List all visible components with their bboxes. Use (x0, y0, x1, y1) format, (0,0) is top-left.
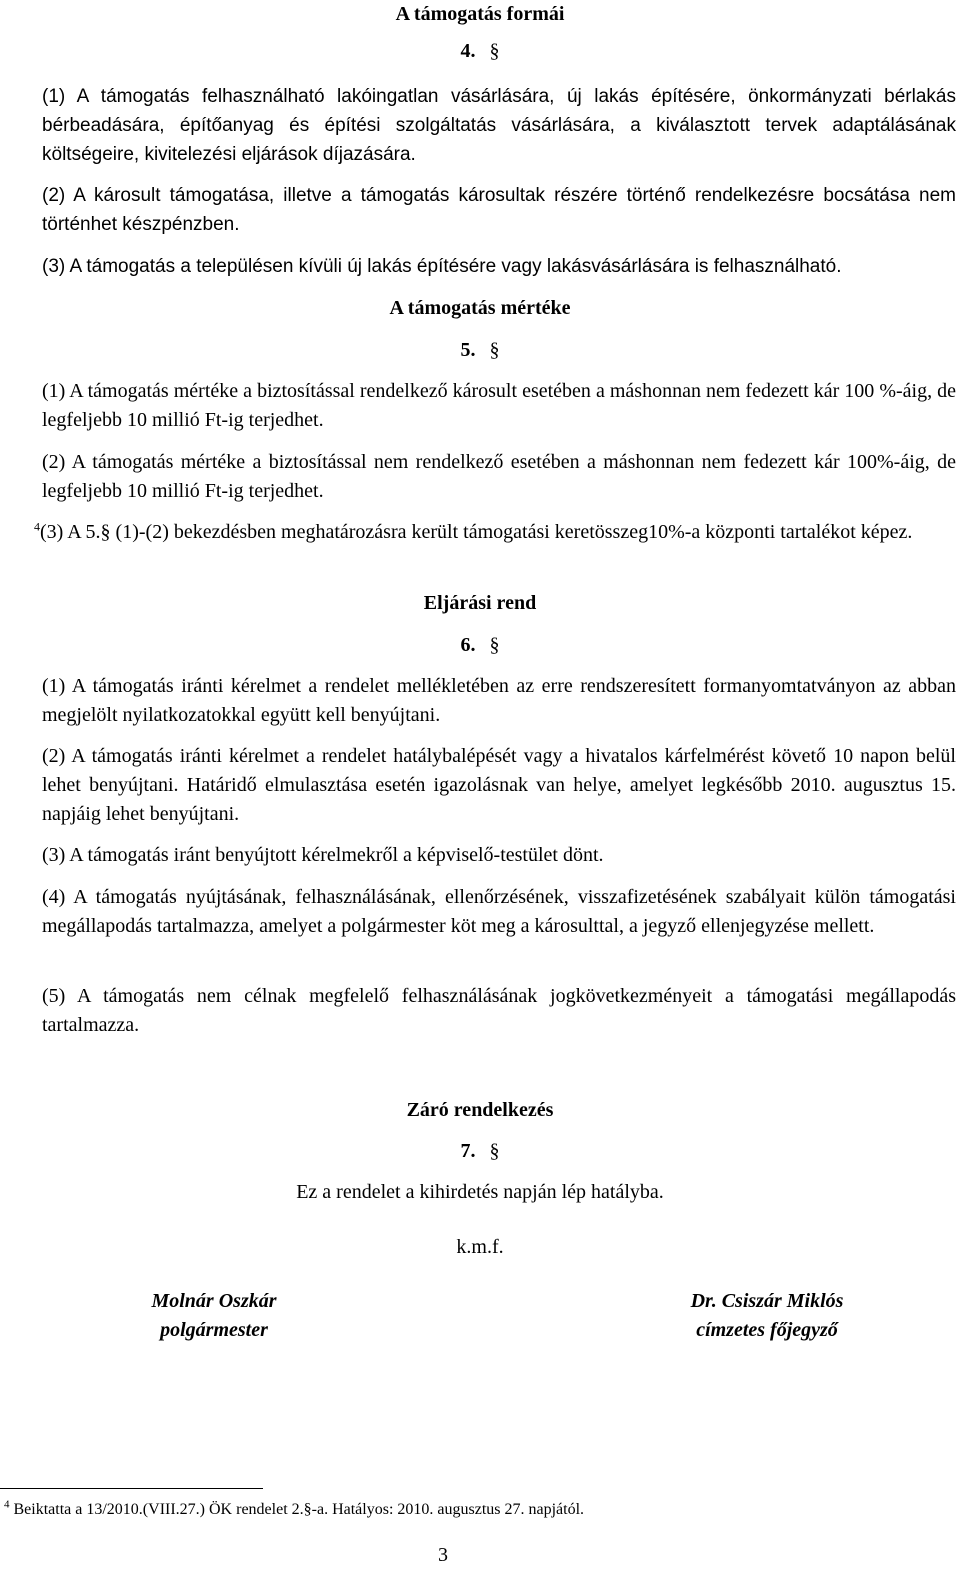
section-6-number (0, 631, 960, 660)
s4-paragraph-2: (2) A károsult támogatása, illetve a támogatás károsultak részére történő rendelkezésre bocsátása nem történhet készpénzben. (42, 185, 956, 235)
s6-paragraph-3: (3) A támogatás iránt benyújtott kérelmekről a képviselő-testület dönt. (42, 844, 604, 866)
paragraph-sign: § (489, 634, 500, 656)
heading-support-amount: A támogatás mértéke (389, 297, 571, 319)
section-number: 5. (460, 339, 476, 361)
s6-paragraph-2: (2) A támogatás iránti kérelmet a rendelet hatálybalépését vagy a hivatalos kárfelmérést követő 10 napon belül lehet benyújtani. Határidő elmulasztása esetén igazolásnak van helye, amelyet legkésőbb 2010. augusztus 15. napjáig lehet benyújtani. (42, 745, 956, 825)
s5-paragraph-3 (34, 518, 956, 547)
paragraph-sign: § (489, 1140, 500, 1162)
s6-paragraph-1: (1) A támogatás iránti kérelmet a rendelet mellékletében az erre rendszeresített formanyomtatványon az abban megjelölt nyilatkozatokkal együtt kell benyújtani. (42, 675, 956, 726)
footnote-ref: 4 (34, 519, 40, 534)
kmf-text: k.m.f. (456, 1236, 504, 1258)
s5-paragraph-1: (1) A támogatás mértéke a biztosítással rendelkező károsult esetében a máshonnan nem fedezett kár 100 %-áig, de legfeljebb 10 millió Ft-ig terjedhet. (42, 380, 956, 431)
paragraph-sign: § (489, 339, 500, 361)
s4-paragraph-3: (3) A támogatás a településen kívüli új lakás építésére vagy lakásvásárlására is felhasználható. (42, 256, 842, 277)
section-7-number (0, 1137, 960, 1166)
signatory-name: Molnár Oszkár (151, 1290, 277, 1312)
section-number: 4. (460, 40, 476, 62)
section-4-number (0, 37, 960, 66)
footnote-text: Beiktatta a 13/2010.(VIII.27.) ÖK rendelet 2.§-a. Hatályos: 2010. augusztus 27. napjától. (9, 1501, 585, 1518)
heading-procedure: Eljárási rend (423, 592, 537, 614)
signatory-role: polgármester (160, 1319, 268, 1341)
s5-paragraph-3-text: (3) A 5.§ (1)-(2) bekezdésben meghatározásra került támogatási keretösszeg10%-a központi tartalékot képez. (40, 521, 913, 543)
section-number: 7. (460, 1140, 476, 1162)
heading-support-forms: A támogatás formái (395, 3, 565, 25)
s7-paragraph-1: Ez a rendelet a kihirdetés napján lép hatályba. (296, 1181, 664, 1203)
signature-left (104, 1287, 324, 1345)
signatory-role: címzetes főjegyző (696, 1319, 838, 1341)
footnote-separator (0, 1488, 263, 1489)
paragraph-sign: § (489, 40, 500, 62)
signatory-name: Dr. Csiszár Miklós (690, 1290, 844, 1312)
section-5-number (0, 336, 960, 365)
s6-paragraph-5: (5) A támogatás nem célnak megfelelő felhasználásának jogkövetkezményeit a támogatási megállapodás tartalmazza. (42, 985, 956, 1036)
s6-paragraph-4: (4) A támogatás nyújtásának, felhasználásának, ellenőrzésének, visszafizetésének szabályait külön támogatási megállapodás tartalmazza, amelyet a polgármester köt meg a károsulttal, a jegyző ellenjegyzése mellett. (42, 886, 956, 937)
signature-right (632, 1287, 902, 1345)
section-number: 6. (460, 634, 476, 656)
heading-closing-provisions: Záró rendelkezés (406, 1099, 554, 1121)
s5-paragraph-2: (2) A támogatás mértéke a biztosítással nem rendelkező esetében a máshonnan nem fedezett kár 100%-áig, de legfeljebb 10 millió Ft-ig terjedhet. (42, 451, 956, 502)
footnote-number: 4 (4, 1498, 10, 1511)
footnote (4, 1500, 584, 1520)
s4-paragraph-1: (1) A támogatás felhasználható lakóingatlan vásárlására, új lakás építésére, önkormányzati bérlakás bérbeadására, építőanyag és építési szolgáltatás vásárlására, a kiválasztott tervek adaptálásának költségeire, kivitelezési eljárások díjazására. (42, 86, 956, 165)
page-number: 3 (438, 1544, 448, 1566)
